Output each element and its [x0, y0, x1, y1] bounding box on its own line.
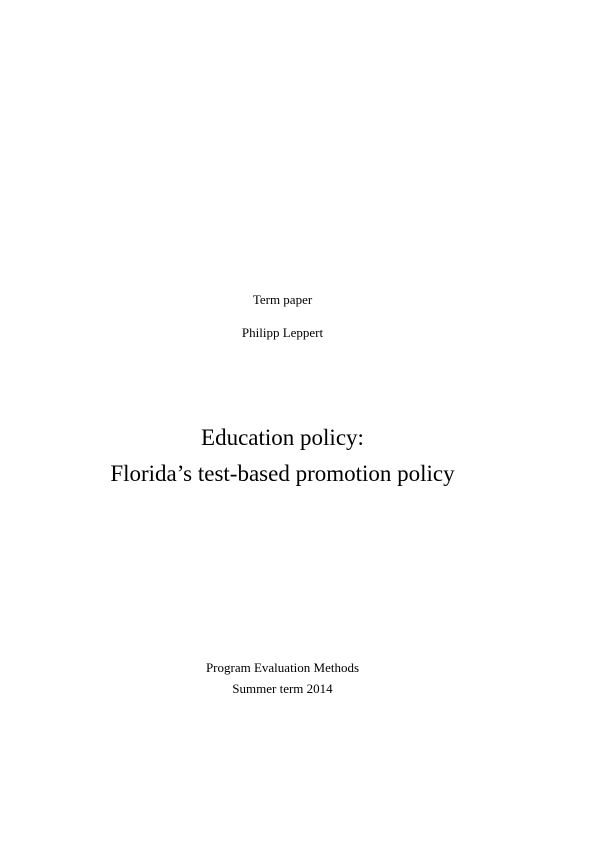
document-type: Term paper: [252, 292, 313, 307]
author-name: Philipp Leppert: [241, 325, 324, 340]
title-line-2: Florida’s test-based promotion policy: [110, 461, 455, 486]
course-name: Program Evaluation Methods: [205, 660, 360, 675]
term-label: Summer term 2014: [232, 681, 333, 696]
title-line-1: Education policy:: [201, 425, 364, 450]
